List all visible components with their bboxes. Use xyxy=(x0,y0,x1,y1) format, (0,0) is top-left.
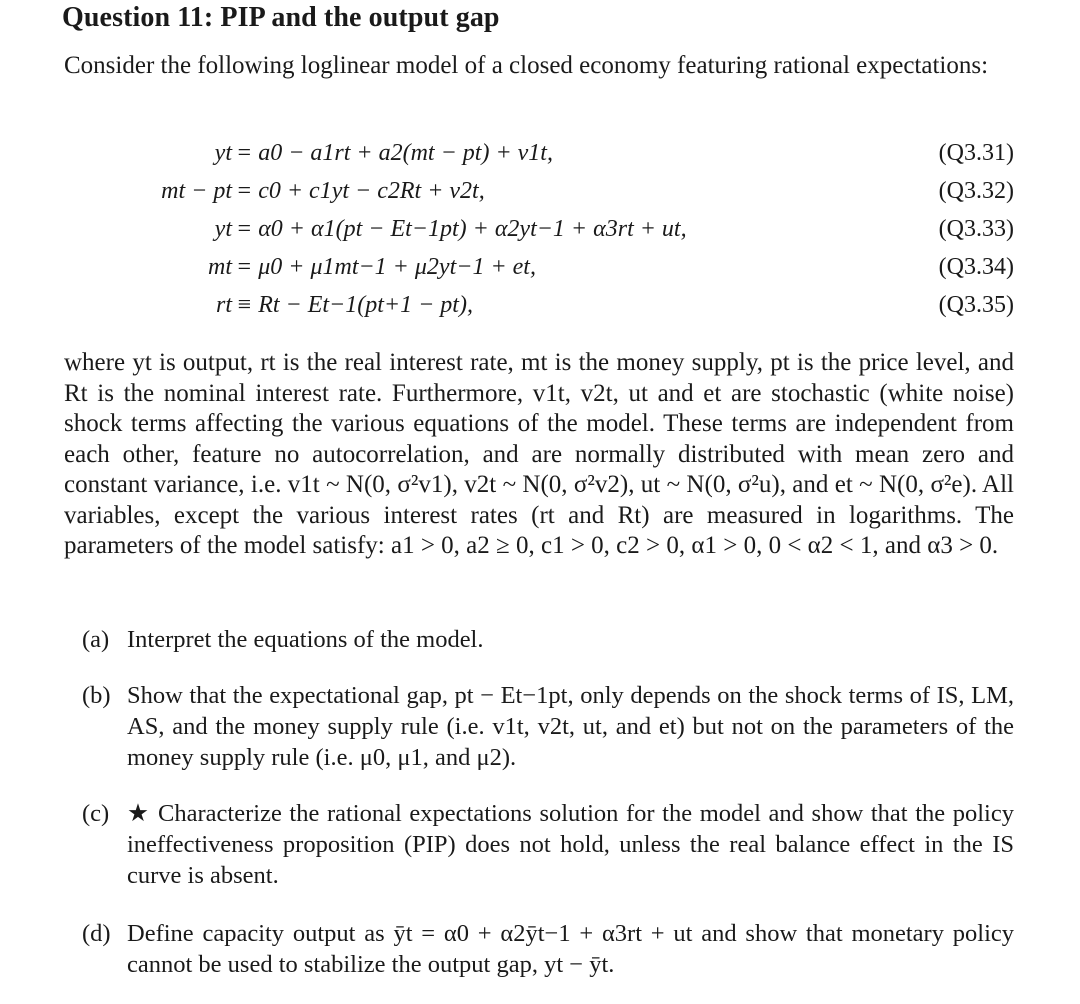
part-text: Show that the expectational gap, pt − Et−1pt, only depends on the shock terms of IS, LM, AS, and the money supply rule (i.e. v1t, v2t, ut, and et) but not on the parameters of the money supply rule (i.e. μ0, μ1, and μ2). xyxy=(127,682,1014,771)
question-part-a xyxy=(82,624,1014,656)
question-part-b xyxy=(82,680,1014,776)
part-label: (d) xyxy=(82,920,111,947)
part-label: (c) xyxy=(82,800,110,827)
question-part-d xyxy=(82,918,1014,982)
equation-label: (Q3.32) xyxy=(938,178,1014,204)
equation-rhs: = α0 + α1(pt − Et−1pt) + α2yt−1 + α3rt + ut, xyxy=(236,216,687,242)
equation-rhs: ≡ Rt − Et−1(pt+1 − pt), xyxy=(236,292,473,318)
intro-paragraph: Consider the following loglinear model of a closed economy featuring rational expectations: xyxy=(64,52,989,79)
part-text: ★ Characterize the rational expectations solution for the model and show that the policy ineffectiveness proposition (PIP) does not hold, unless the real balance effect in the IS curve is absent. xyxy=(127,800,1014,889)
equation-label: (Q3.34) xyxy=(938,254,1014,280)
equation-lhs: yt xyxy=(214,216,232,242)
equation-q3-34 xyxy=(0,254,1080,292)
part-label: (a) xyxy=(82,626,110,653)
equation-label: (Q3.33) xyxy=(938,216,1014,242)
question-title: Question 11: PIP and the output gap xyxy=(62,2,500,33)
model-description: where yt is output, rt is the real interest rate, mt is the money supply, pt is the price level, and Rt is the nominal interest rate. Furthermore, v1t, v2t, ut and et are stochastic (white noise) shock terms affecting the various equations of the model. These terms are independent from each other, feature no autocorrelation, and are normally distributed with mean zero and constant variance, i.e. v1t ~ N(0, σ²v1), v2t ~ N(0, σ²v2), ut ~ N(0, σ²u), and et ~ N(0, σ²e). All variables, except the various interest rates (rt and Rt) are measured in logarithms. The parameters of the model satisfy: a1 > 0, a2 ≥ 0, c1 > 0, c2 > 0, α1 > 0, 0 < α2 < 1, and α3 > 0. xyxy=(64,349,1014,559)
equation-q3-33 xyxy=(0,216,1080,254)
equation-q3-35 xyxy=(0,292,1080,330)
equation-rhs: = c0 + c1yt − c2Rt + v2t, xyxy=(236,178,485,204)
equation-lhs: mt − pt xyxy=(161,178,232,204)
part-label: (b) xyxy=(82,682,111,709)
equation-lhs: yt xyxy=(214,140,232,166)
equation-rhs: = a0 − a1rt + a2(mt − pt) + v1t, xyxy=(236,140,553,166)
part-text: Interpret the equations of the model. xyxy=(127,626,484,653)
equation-lhs: mt xyxy=(208,254,232,280)
equation-q3-31 xyxy=(0,140,1080,178)
equation-rhs: = μ0 + μ1mt−1 + μ2yt−1 + et, xyxy=(236,254,536,280)
equation-lhs: rt xyxy=(215,292,232,318)
equation-label: (Q3.31) xyxy=(938,140,1014,166)
part-text: Define capacity output as ȳt = α0 + α2ȳt−1 + α3rt + ut and show that monetary policy cannot be used to stabilize the output gap, yt − ȳt. xyxy=(127,920,1014,978)
equation-q3-32 xyxy=(0,178,1080,216)
question-part-c xyxy=(82,798,1014,894)
equation-label: (Q3.35) xyxy=(938,292,1014,318)
